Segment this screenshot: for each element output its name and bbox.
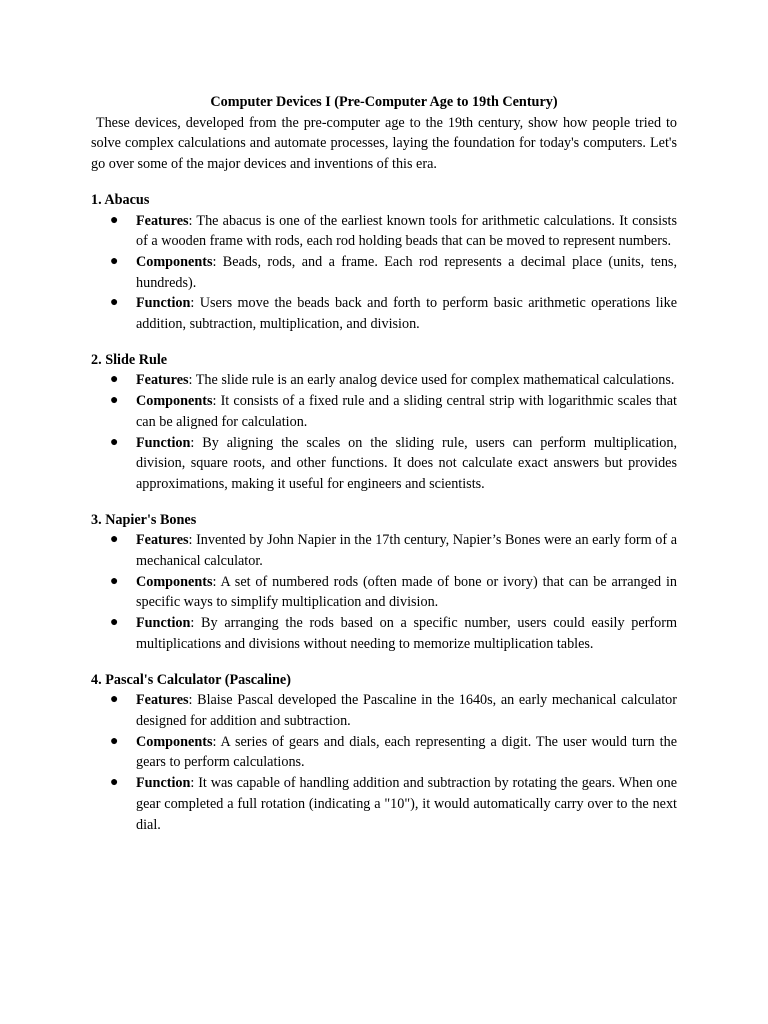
- item-term: Features: [136, 532, 189, 549]
- item-term: Components: [136, 733, 213, 750]
- bullet-icon: ●: [110, 733, 119, 749]
- item-term: Features: [136, 212, 189, 229]
- section-abacus: [91, 190, 677, 335]
- section-heading: 3. Napier's Bones: [91, 511, 197, 528]
- document-title: Computer Devices I (Pre-Computer Age to 19th Century): [210, 94, 558, 110]
- section-napiers-bones: [91, 510, 677, 655]
- bullet-icon: ●: [110, 775, 119, 791]
- item-text: : By arranging the rods based on a specific number, users could easily perform multiplications and divisions without needing to memorize multiplication tables.: [136, 615, 677, 652]
- bullet-list: [91, 370, 677, 494]
- item-term: Components: [136, 393, 213, 410]
- section-pascaline: [91, 670, 677, 836]
- item-text: : Users move the beads back and forth to perform basic arithmetic operations like addition, subtraction, multiplication, and division.: [136, 295, 677, 333]
- list-item: [91, 370, 677, 391]
- item-term: Components: [136, 253, 213, 270]
- bullet-icon: ●: [110, 212, 119, 228]
- item-text: : Blaise Pascal developed the Pascaline in the 1640s, an early mechanical calculator designed for addition and subtraction.: [136, 692, 677, 729]
- item-term: Components: [136, 573, 213, 590]
- item-term: Features: [136, 692, 189, 709]
- list-item: [91, 572, 677, 613]
- list-item: [91, 690, 677, 731]
- bullet-icon: ●: [110, 372, 119, 388]
- bullet-icon: ●: [110, 532, 119, 548]
- item-term: Function: [136, 775, 191, 792]
- list-item: [91, 391, 677, 432]
- list-item: [91, 773, 677, 835]
- bullet-icon: ●: [110, 393, 119, 409]
- bullet-icon: ●: [110, 692, 119, 708]
- list-item: [91, 530, 677, 571]
- list-item: [91, 211, 677, 252]
- intro-paragraph: These devices, developed from the pre-computer age to the 19th century, show how people tried to solve complex calculations and automate processes, laying the foundation for today's computers. Let's go over some of the major devices and inventions of this era.: [91, 114, 681, 173]
- item-text: : By aligning the scales on the sliding rule, users can perform multiplication, division, square roots, and other functions. It does not calculate exact answers but provides approximations, making it useful for engineers and scientists.: [136, 434, 677, 492]
- bullet-list: [91, 211, 677, 335]
- item-text: : A series of gears and dials, each representing a digit. The user would turn the gears to perform calculations.: [136, 733, 677, 771]
- item-text: : It was capable of handling addition and subtraction by rotating the gears. When one gear completed a full rotation (indicating a "10"), it would automatically carry over to the next dial.: [136, 775, 677, 833]
- document-body: [91, 92, 681, 835]
- bullet-icon: ●: [110, 253, 119, 269]
- item-term: Function: [136, 434, 191, 451]
- item-text: : The abacus is one of the earliest known tools for arithmetic calculations. It consists of a wooden frame with rods, each rod holding beads that can be moved to represent numbers.: [136, 212, 677, 250]
- bullet-icon: ●: [110, 434, 119, 450]
- item-text: : Invented by John Napier in the 17th century, Napier’s Bones were an early form of a mechanical calculator.: [136, 532, 677, 570]
- section-heading: 4. Pascal's Calculator (Pascaline): [91, 671, 291, 688]
- bullet-icon: ●: [110, 295, 119, 311]
- bullet-icon: ●: [110, 573, 119, 589]
- section-heading: 1. Abacus: [91, 191, 150, 208]
- item-term: Features: [136, 372, 189, 389]
- list-item: [91, 293, 677, 334]
- item-text: : The slide rule is an early analog device used for complex mathematical calculations.: [188, 372, 675, 389]
- item-text: : It consists of a fixed rule and a sliding central strip with logarithmic scales that can be aligned for calculation.: [136, 393, 677, 430]
- item-term: Function: [136, 615, 191, 632]
- section-heading: 2. Slide Rule: [91, 351, 168, 368]
- item-text: : A set of numbered rods (often made of bone or ivory) that can be arranged in specific ways to simplify multiplication and division.: [136, 573, 677, 611]
- list-item: [91, 433, 677, 495]
- section-slide-rule: [91, 350, 677, 495]
- bullet-icon: ●: [110, 615, 119, 631]
- list-item: [91, 732, 677, 773]
- list-item: [91, 252, 677, 293]
- list-item: [91, 613, 677, 654]
- item-term: Function: [136, 295, 191, 312]
- bullet-list: [91, 530, 677, 654]
- bullet-list: [91, 690, 677, 835]
- item-text: : Beads, rods, and a frame. Each rod represents a decimal place (units, tens, hundreds).: [136, 253, 677, 291]
